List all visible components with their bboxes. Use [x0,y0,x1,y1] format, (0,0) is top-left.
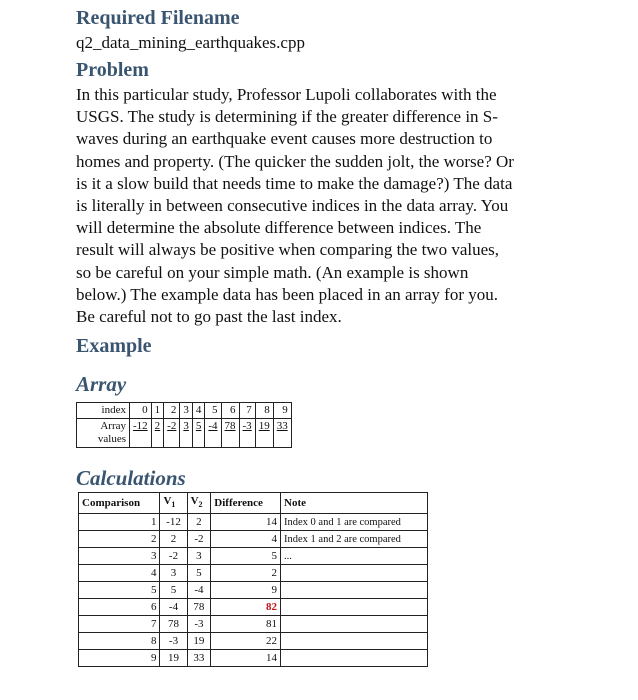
value-cell: -2 [164,419,180,448]
problem-line: In this particular study, Professor Lupoli collaborates with the [76,85,497,104]
index-cell: 6 [221,403,239,419]
comparison-cell: 3 [79,548,160,565]
array-table [76,402,292,448]
value-cell: -12 [130,419,152,448]
difference-cell: 4 [211,531,281,548]
v1-cell: -12 [160,514,187,531]
v2-cell: -3 [187,616,211,633]
problem-line: Be careful not to go past the last index. [76,307,342,327]
value-cell: 3 [180,419,193,448]
difference-cell: 14 [211,650,281,667]
problem-heading: Problem [76,59,149,81]
comparison-cell: 8 [79,633,160,650]
index-cell: 7 [239,403,255,419]
problem-line: homes and property. (The quicker the sudden jolt, the worse? Or [76,151,514,171]
calc-row [79,616,428,633]
calc-row [79,599,428,616]
comparison-cell: 7 [79,616,160,633]
v1-cell: 78 [160,616,187,633]
difference-cell: 5 [211,548,281,565]
v2-cell: 2 [187,514,211,531]
value-cell: -3 [239,419,255,448]
value-cell: 2 [151,419,164,448]
calc-body [79,514,428,667]
note-cell: Index 0 and 1 are compared [281,514,428,531]
note-cell [281,616,428,633]
filename-heading: Required Filename [76,7,240,29]
values-label: Array values [77,419,130,448]
problem-line: will determine the absolute difference between indices. The [76,218,482,238]
v1-header: $V_1$ [160,493,187,514]
difference-cell: 2 [211,565,281,582]
index-cell: 3 [180,403,193,419]
v2-cell: 19 [187,633,211,650]
difference-cell: 14 [211,514,281,531]
example-heading: Example [76,335,152,358]
difference-cell: 9 [211,582,281,599]
comparison-cell: 1 [79,514,160,531]
calc-row [79,531,428,548]
calc-row [79,565,428,582]
comparison-cell: 6 [79,599,160,616]
calculations-heading: Calculations [76,466,186,490]
v1-cell: -2 [160,548,187,565]
comparison-cell: 4 [79,565,160,582]
calculations-table [78,492,428,667]
note-cell [281,582,428,599]
problem-line: USGS. The study is determining if the greater difference in S- [76,107,498,127]
index-cell: 0 [130,403,152,419]
value-cell: 78 [221,419,239,448]
index-label: index [77,403,130,419]
filename-text: q2_data_mining_earthquakes.cpp [76,33,305,52]
value-cell: -4 [205,419,221,448]
note-cell [281,599,428,616]
difference-cell: 22 [211,633,281,650]
calc-row [79,650,428,667]
index-row [77,403,292,419]
calc-row [79,548,428,565]
problem-line: waves during an earthquake event causes more destruction to [76,129,493,149]
note-cell: ... [281,548,428,565]
problem-line: result will always be positive when comparing the two values, [76,240,500,260]
value-cell: 33 [273,419,291,448]
index-cell: 9 [273,403,291,419]
v1-cell: -4 [160,599,187,616]
comparison-cell: 5 [79,582,160,599]
note-cell [281,633,428,650]
comparison-cell: 2 [79,531,160,548]
values-row [77,419,292,448]
v1-cell: 3 [160,565,187,582]
index-cell: 5 [205,403,221,419]
index-cell: 1 [151,403,164,419]
difference-header: Difference [211,493,281,514]
v2-cell: 3 [187,548,211,565]
note-cell [281,565,428,582]
calc-row [79,633,428,650]
calc-row [79,582,428,599]
difference-cell: 81 [211,616,281,633]
index-cell: 2 [164,403,180,419]
v2-cell: -4 [187,582,211,599]
v1-cell: 19 [160,650,187,667]
v1-cell: 2 [160,531,187,548]
index-cell: 8 [255,403,273,419]
v2-header: $V_2$ [187,493,211,514]
comparison-cell: 9 [79,650,160,667]
calc-row [79,514,428,531]
problem-line: is literally in between consecutive indices in the data array. You [76,196,509,216]
note-cell [281,650,428,667]
problem-paragraph [76,84,576,328]
v2-cell: 78 [187,599,211,616]
v2-cell: 33 [187,650,211,667]
problem-line: so be careful on your simple math. (An example is shown [76,262,469,282]
v2-cell: -2 [187,531,211,548]
index-cell: 4 [192,403,205,419]
note-header: Note [281,493,428,514]
problem-line: below.) The example data has been placed in an array for you. [76,284,498,304]
document-page [76,6,576,358]
array-heading: Array [76,372,127,396]
note-cell: Index 1 and 2 are compared [281,531,428,548]
v1-cell: 5 [160,582,187,599]
v2-cell: 5 [187,565,211,582]
v1-cell: -3 [160,633,187,650]
value-cell: 19 [255,419,273,448]
problem-line: is it a slow build that needs time to make the damage?) The data [76,173,513,193]
value-cell: 5 [192,419,205,448]
calc-header-row [79,493,428,514]
comparison-header: Comparison [79,493,160,514]
difference-cell: 82 [211,599,281,616]
